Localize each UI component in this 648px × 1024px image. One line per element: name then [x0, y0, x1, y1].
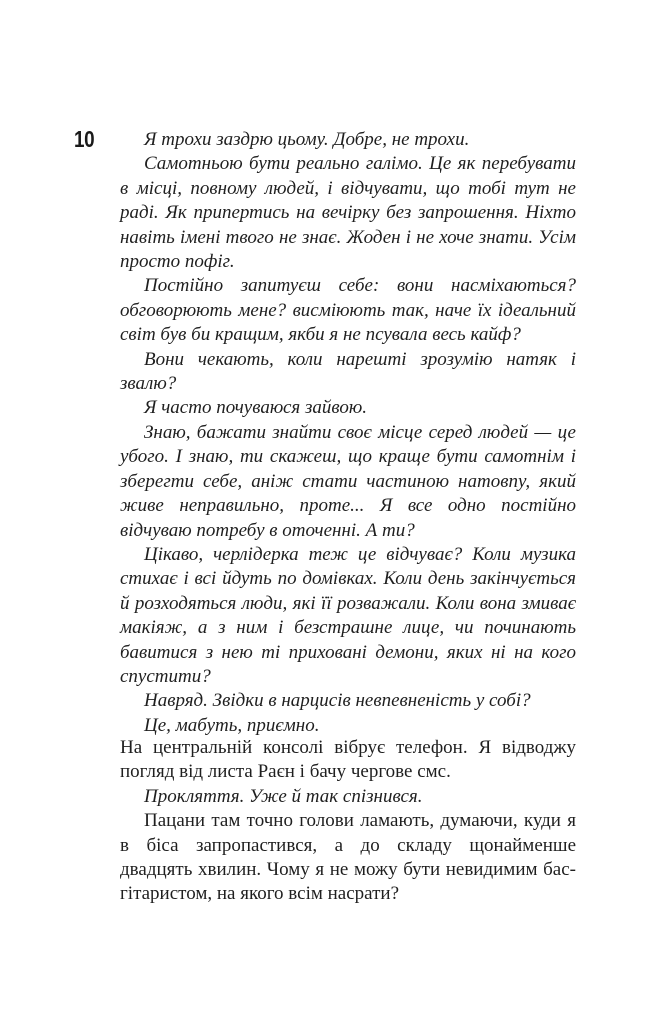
page-number: 10 [74, 126, 95, 152]
letter-paragraph: Навряд. Звідки в нарцисів невпевненість у собі? [144, 690, 531, 712]
letter-paragraph: Цікаво, черлідерка теж це відчуває? Коли музика стихає і всі йдуть по домівках. Коли день закінчується й розходяться люди, які її розважали. Коли вона змиває макіяж, а з ним і безстрашне лице, чи починають бавитися з нею ті приховані демони, яких ні на кого спустити? [120, 543, 576, 687]
letter-text [120, 128, 576, 738]
narration-text [120, 736, 576, 907]
letter-paragraph: Знаю, бажати знайти своє місце серед людей — це убого. І знаю, ти скажеш, що краще бути самотнім і зберегти себе, аніж стати частиною натовпу, який живе неправильно, проте... Я все одно постійно відчуваю потребу в оточенні. А ти? [120, 421, 576, 541]
letter-paragraph: Я часто почуваюся зайвою. [144, 397, 368, 419]
letter-paragraph: Вони чекають, коли нарешті зрозумію натяк і звалю? [120, 348, 576, 395]
letter-paragraph: Я трохи заздрю цьому. Добре, не трохи. [144, 129, 470, 150]
narration-thought: Прокляття. Уже й так спізнився. [144, 785, 423, 807]
letter-paragraph: Постійно запитуєш себе: вони насміхаються? обговорюють мене? висміюють так, наче їх ідеальний світ був би кращим, якби я не псувала весь кайф? [120, 275, 576, 346]
narration-paragraph: Пацани там точно голови ламають, думаючи, куди я в біса запропастився, а до складу щонайменше двадцять хвилин. Чому я не можу бути невидимим бас-гітаристом, на якого всім насрати? [120, 810, 576, 905]
letter-paragraph: Це, мабуть, приємно. [144, 714, 320, 736]
narration-paragraph: На центральній консолі вібрує телефон. Я відводжу погляд від листа Раєн і бачу чергове смс. [120, 737, 576, 783]
letter-paragraph: Самотньою бути реально галімо. Це як перебувати в місці, повному людей, і відчувати, що тобі тут не раді. Як припертись на вечірку без запрошення. Ніхто навіть імені твого не знає. Жоден і не хоче знати. Усім просто пофіг. [120, 153, 576, 273]
